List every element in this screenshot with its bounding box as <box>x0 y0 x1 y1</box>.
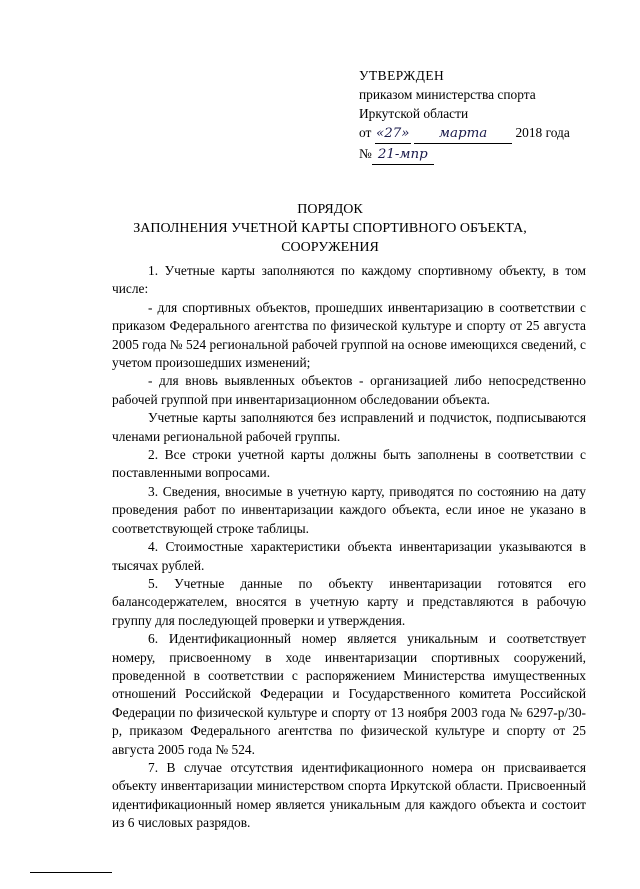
document-title <box>100 200 560 257</box>
paragraph-1-item-b: - для вновь выявленных объектов - организацией либо непосредственно рабочей группой при инвентаризационном обследовании объекта. <box>112 373 586 407</box>
paragraph-1: 1. Учетные карты заполняются по каждому спортивному объекту, в том числе: <box>112 263 586 297</box>
date-year: 2018 года <box>515 125 570 140</box>
paragraph-1-item-a: - для спортивных объектов, прошедших инвентаризацию в соответствии с приказом Федерального агентства по физической культуре и спорту от 25 августа 2005 года № 524 региональной рабочей группой на основе имеющихся сведений, с учетом произошедших изменений; <box>112 299 586 371</box>
title-line-2: ЗАПОЛНЕНИЯ УЧЕТНОЙ КАРТЫ СПОРТИВНОГО ОБЪЕКТА, <box>133 221 527 236</box>
title-line-3: СООРУЖЕНИЯ <box>281 240 379 255</box>
date-day: «27» <box>375 124 411 144</box>
paragraph-7: 7. В случае отсутствия идентификационного номера он присваивается объекту инвентаризации министерством спорта Иркутской области. Присвоенный идентификационный номер является уникальным для каждого объекта и состоит из 6 числовых разрядов. <box>112 759 586 831</box>
document-body <box>112 262 586 833</box>
approval-line-2: Иркутской области <box>359 106 469 121</box>
paragraph-4: 4. Стоимостные характеристики объекта инвентаризации указываются в тысячах рублей. <box>112 539 586 573</box>
paragraph-6: 6. Идентификационный номер является уникальным и соответствует номеру, присвоенному в ходе инвентаризации спортивных сооружений, проведенной в соответствии с распоряжением Министерства имущественных отношений Российской Федерации и Государственного комитета Российской Федерации по физической культуре и спорту от 13 ноября 2003 года № 6297-р/30-р, приказом Федерального агентства по физической культуре и спорту от 25 августа 2005 года № 524. <box>112 631 586 757</box>
date-prefix: от <box>359 125 372 140</box>
paragraph-2: 2. Все строки учетной карты должны быть заполнены в соответствии с поставленными вопросами. <box>112 447 586 481</box>
paragraph-3: 3. Сведения, вносимые в учетную карту, приводятся по состоянию на дату проведения работ по инвентаризации каждого объекта, если иное не указано в соответствующей строке таблицы. <box>112 483 586 536</box>
approval-line-1: приказом министерства спорта <box>359 87 536 102</box>
title-line-1: ПОРЯДОК <box>297 202 363 217</box>
approval-heading: УТВЕРЖДЕН <box>359 68 445 83</box>
number-prefix: № <box>359 146 372 161</box>
paragraph-1-note: Учетные карты заполняются без исправлений и подчисток, подписываются членами региональной рабочей группы. <box>112 410 586 444</box>
approval-number <box>359 144 619 165</box>
approval-date <box>359 123 619 144</box>
date-month: марта <box>414 124 512 144</box>
footer-divider <box>30 872 112 873</box>
number-value: 21-мпр <box>372 145 434 165</box>
approval-stamp <box>359 66 619 165</box>
paragraph-5: 5. Учетные данные по объекту инвентаризации готовятся его балансодержателем, вносятся в учетную карту и представляются в рабочую группу для последующей проверки и утверждения. <box>112 575 586 628</box>
